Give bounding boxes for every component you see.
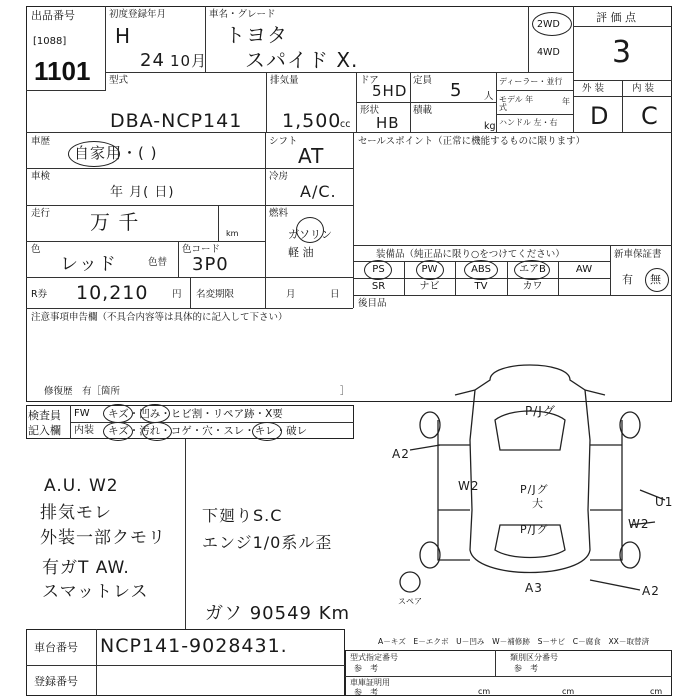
equip-abs-circle — [464, 260, 498, 280]
divider — [356, 102, 496, 103]
first-reg-era: H — [115, 24, 132, 48]
load-label: 積載 — [413, 105, 433, 116]
equip-airbag: エアB — [519, 264, 546, 275]
divider — [96, 629, 97, 696]
door-label: ドア — [360, 75, 379, 86]
lot-number: 1101 — [34, 56, 91, 86]
mileage-label: 走行 — [31, 208, 51, 219]
divider — [26, 205, 353, 206]
history-label: 車歴 — [31, 136, 51, 147]
divider — [26, 308, 353, 309]
ext-grade: D — [590, 102, 610, 130]
class-label: 類別区分番号 — [510, 653, 558, 662]
divider — [26, 132, 672, 133]
shape-value: HB — [376, 114, 400, 132]
divider — [573, 96, 672, 97]
divider — [496, 72, 497, 132]
fuel-value: ガソリン 軽 油 — [288, 228, 332, 259]
equip-ps-circle — [364, 260, 392, 280]
equip-tv: TV — [474, 281, 488, 292]
dealer-label: ディーラー・並行 — [499, 77, 563, 86]
lot-label: 出品番号 — [31, 9, 75, 22]
diagram-label: W2 — [628, 517, 650, 531]
disp-unit: cc — [340, 119, 351, 130]
divider — [266, 72, 267, 132]
spare-label: スペア — [398, 597, 422, 606]
car-diagram — [380, 350, 680, 600]
mileage-units: 万 千 — [90, 210, 140, 234]
diagram-label: A2 — [392, 447, 410, 461]
divider — [190, 277, 191, 308]
interior-items: キズ・汚れ・コゲ・穴・スレ・キレ・破レ — [108, 425, 308, 437]
score: 3 — [612, 35, 633, 70]
wheel-rl — [420, 542, 440, 568]
inspector-note: 排気モレ — [40, 503, 112, 523]
equip-aw: AW — [575, 264, 593, 275]
seat-value: 5 — [450, 80, 463, 101]
type-label: 型式 — [109, 75, 129, 86]
equip-leather: カワ — [522, 281, 543, 292]
divider — [528, 6, 529, 72]
divider — [573, 26, 672, 27]
divider — [26, 241, 265, 242]
inspection-label: 車検 — [31, 171, 51, 182]
divider — [218, 205, 219, 241]
shape-label: 形状 — [360, 105, 380, 116]
shift-label: シフト — [269, 136, 298, 147]
car-body-outline — [470, 365, 590, 573]
diagram-label: 大 — [532, 497, 544, 510]
divider — [353, 245, 672, 246]
sales-point-label: セールスポイント（正常に機能するものに限ります） — [358, 136, 586, 147]
seat-unit: 人 — [484, 91, 494, 102]
ac-label: 冷房 — [269, 171, 289, 182]
equip-pw: PW — [421, 264, 438, 275]
divider — [353, 295, 672, 296]
inspector-note: 外装一部クモリ — [40, 528, 166, 548]
int-label: 内 装 — [632, 83, 655, 94]
maker: トヨタ — [225, 23, 288, 47]
mileage-km: km — [226, 229, 239, 238]
interior-circle — [252, 422, 282, 441]
equip-ps: PS — [372, 264, 385, 275]
type-cert-sub: 参 考 — [354, 664, 378, 673]
spare-wheel — [400, 572, 420, 592]
recycle-label: R券 — [31, 289, 48, 300]
warranty-label: 新車保証書 — [614, 249, 662, 260]
equip-sr: SR — [371, 281, 386, 292]
ac-value: A/C. — [300, 182, 337, 201]
entry-label: 記入欄 — [28, 424, 61, 437]
model-grade: スパイド X. — [245, 48, 359, 72]
chassis-value: NCP141-9028431. — [100, 635, 288, 657]
divider — [345, 676, 672, 677]
seat-label: 定員 — [413, 75, 433, 86]
fw-circle — [103, 404, 133, 423]
history-circle — [68, 141, 120, 167]
divider — [573, 6, 574, 132]
diagram-label: U1 — [655, 495, 674, 509]
history-value: 自家用・( ) — [74, 144, 158, 162]
class-sub: 参 考 — [514, 664, 538, 673]
color-code-value: 3P0 — [192, 254, 229, 275]
divider — [496, 114, 573, 115]
equip-pw-circle — [416, 260, 444, 280]
inspector-note-right: 下廻りS.C — [202, 506, 283, 525]
inspector-note-right: エンジ1/0系ル歪 — [202, 533, 333, 552]
equip-navi: ナビ — [419, 281, 440, 292]
inspector-note: スマットレス — [42, 582, 149, 602]
warranty-no: 無 — [650, 273, 661, 286]
warranty-circle — [645, 268, 669, 292]
wheel-fl — [420, 412, 440, 438]
shift-value: AT — [298, 144, 325, 168]
recycle-value: 10,210 — [76, 282, 149, 304]
door-value: 5HD — [372, 82, 408, 100]
divider — [26, 168, 353, 169]
color-change-label: 色替 — [148, 257, 168, 268]
notice-label: 注意事項申告欄（不具合内容等は具体的に記入して下さい） — [31, 312, 288, 323]
divider — [26, 665, 345, 666]
diagram-label: P/Jグ — [520, 523, 549, 536]
model-year-label: モデル 年 式 — [499, 95, 534, 112]
diagram-label: W2 — [458, 479, 480, 493]
divider — [495, 650, 496, 676]
interior-label: 内装 — [74, 425, 94, 436]
cm-label: cm — [650, 687, 663, 696]
first-reg-label: 初度登録年月 — [109, 9, 167, 20]
fuel-circle — [296, 217, 324, 243]
car-name-label: 車名・グレード — [209, 9, 276, 20]
vehicle-cert-label: 車庫証明用 — [350, 678, 390, 687]
divider — [265, 132, 266, 308]
fw-items: キズ・凹み・ヒビ割・リペア跡・X要 — [108, 408, 283, 420]
divider — [205, 6, 206, 72]
divider — [496, 90, 573, 91]
vehicle-cert-sub: 参 考 — [354, 688, 378, 697]
color-label: 色 — [31, 244, 41, 255]
divider — [610, 245, 611, 295]
cm-label: cm — [478, 687, 491, 696]
equipment-label: 装備品（純正品に限り○をつけてください） — [376, 249, 565, 260]
ext-label: 外 装 — [582, 83, 605, 94]
reg-label: 登録番号 — [34, 675, 78, 688]
chassis-label: 車台番号 — [34, 641, 78, 654]
wheel-rr — [620, 542, 640, 568]
divider — [185, 439, 186, 629]
year-unit: 年 — [562, 97, 570, 106]
type-cert-label: 型式指定番号 — [350, 653, 398, 662]
wheel-fr — [620, 412, 640, 438]
fuel-label: 燃料 — [269, 208, 289, 219]
divider — [622, 80, 623, 132]
cm-label: cm — [562, 687, 575, 696]
color-code-label: 色コード — [182, 244, 221, 255]
first-reg-year: 24 — [140, 50, 165, 71]
repair-close: ］ — [340, 386, 350, 397]
divider — [105, 6, 106, 90]
type-value: DBA-NCP141 — [110, 110, 243, 132]
load-unit: kg — [484, 121, 496, 132]
damage-legend: A－キズ E－エクボ U－凹み W－補修跡 S－サビ C－腐食 XX－取替済 — [378, 637, 650, 646]
drive-4wd: 4WD — [537, 47, 560, 58]
divider — [105, 72, 573, 73]
repair-label: 修復歴 有［箇所 — [44, 386, 121, 397]
drive-2wd: 2WD — [537, 19, 560, 30]
diagram-label: A3 — [525, 581, 543, 595]
color-value: レッド — [60, 254, 117, 275]
fw-circle — [140, 404, 170, 423]
recycle-unit: 円 — [172, 289, 182, 300]
equip-airbag-circle — [514, 260, 550, 280]
interior-circle — [103, 422, 133, 441]
odometer-note: ガソ 90549 Km — [205, 603, 351, 624]
divider — [26, 90, 106, 91]
first-reg-month: 10月 — [170, 52, 208, 70]
meigi-month: 月 — [286, 289, 296, 300]
interior-circle — [142, 422, 172, 441]
handle-label: ハンドル 左・右 — [499, 118, 558, 127]
inspector-note: A.U. W2 — [44, 476, 119, 496]
car-side-right — [590, 420, 622, 560]
disp-label: 排気量 — [270, 75, 299, 86]
score-label: 評 価 点 — [596, 11, 636, 24]
lot-sub: [1088] — [33, 36, 67, 47]
disp-value: 1,500 — [282, 110, 342, 132]
rear-seat-label: 後目品 — [358, 298, 387, 309]
meigi-day: 日 — [330, 289, 340, 300]
int-grade: C — [641, 102, 659, 130]
equip-abs: ABS — [471, 264, 491, 275]
inspection-value: 年 月( 日) — [110, 185, 175, 200]
drive-circle — [532, 12, 572, 36]
diagram-label: A2 — [642, 584, 660, 598]
diagram-label: P/Jグ — [520, 483, 549, 496]
warranty-yes: 有 — [622, 273, 633, 286]
diagram-label: P/Jグ — [525, 404, 556, 418]
divider — [178, 241, 179, 277]
meigi-label: 名変期限 — [196, 289, 235, 300]
inspector-note: 有ガT AW. — [42, 558, 130, 578]
fw-label: FW — [74, 408, 90, 419]
inspector-label: 検査員 — [28, 409, 61, 422]
